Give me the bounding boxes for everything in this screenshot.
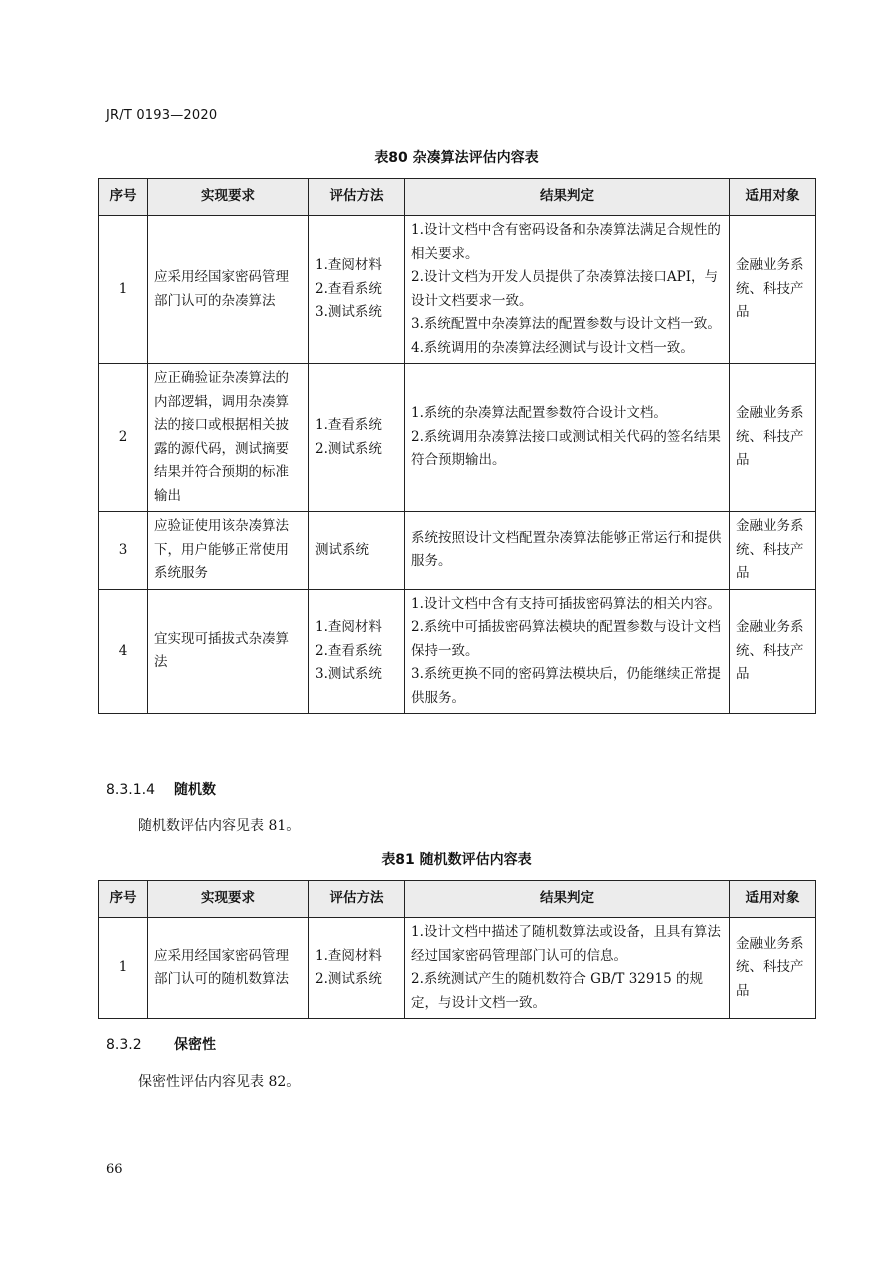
method-item: 2.查看系统: [315, 280, 382, 297]
section-title: 保密性: [174, 1037, 216, 1053]
method-item: 2.查看系统: [315, 642, 382, 659]
row-number: 2: [99, 364, 148, 512]
table-row: [99, 512, 816, 590]
row-requirement: 应验证使用该杂凑算法下，用户能够正常使用系统服务: [148, 512, 309, 590]
method-item: 1.查看系统: [315, 417, 382, 433]
hash-algorithm-assessment-table: [98, 178, 816, 714]
row-results: [405, 589, 730, 714]
col-header-result: 结果判定: [405, 179, 730, 216]
row-methods: [309, 216, 405, 364]
method-item: 1.查阅材料: [315, 947, 382, 964]
result-item: 3.系统配置中杂凑算法的配置参数与设计文档一致。: [411, 316, 721, 332]
result-item: 2.系统测试产生的随机数符合 GB/T 32915 的规定，与设计文档一致。: [411, 971, 703, 1011]
table-header-row: [99, 179, 816, 216]
row-number: 1: [99, 918, 148, 1019]
row-target: 金融业务系统、科技产品: [730, 216, 816, 364]
table-row: [99, 918, 816, 1019]
row-requirement: 应正确验证杂凑算法的内部逻辑，调用杂凑算法的接口或根据相关披露的源代码，测试摘要结果并符合预期的标准输出: [148, 364, 309, 512]
col-header-number: 序号: [99, 881, 148, 918]
table-row: [99, 589, 816, 714]
row-number: 3: [99, 512, 148, 590]
random-number-assessment-table: [98, 880, 816, 1019]
row-target: 金融业务系统、科技产品: [730, 512, 816, 590]
result-item: 2.系统中可插拔密码算法模块的配置参数与设计文档保持一致。: [411, 619, 721, 659]
row-target: 金融业务系统、科技产品: [730, 918, 816, 1019]
section-8-3-1-4-paragraph: 随机数评估内容见表 81。: [138, 818, 301, 834]
row-results: [405, 918, 730, 1019]
result-item: 1.设计文档中含有支持可插拔密码算法的相关内容。: [411, 595, 721, 612]
section-8-3-1-4-heading: [106, 779, 216, 799]
section-title: 随机数: [174, 782, 216, 798]
method-item: 1.查阅材料: [315, 619, 382, 635]
col-header-target: 适用对象: [730, 881, 816, 918]
row-methods: [309, 589, 405, 714]
table-81-caption: 表81 随机数评估内容表: [381, 852, 532, 868]
table-row: [99, 364, 816, 512]
method-item: 3.测试系统: [315, 666, 382, 682]
col-header-target: 适用对象: [730, 179, 816, 216]
row-requirement: 应采用经国家密码管理部门认可的随机数算法: [148, 918, 309, 1019]
result-item: 4.系统调用的杂凑算法经测试与设计文档一致。: [411, 339, 694, 356]
table-row: [99, 216, 816, 364]
row-target: 金融业务系统、科技产品: [730, 589, 816, 714]
row-methods: [309, 364, 405, 512]
table-80-caption: 表80 杂凑算法评估内容表: [374, 150, 539, 166]
result-item: 1.设计文档中描述了随机数算法或设备，且具有算法经过国家密码管理部门认可的信息。: [411, 924, 721, 964]
row-number: 4: [99, 589, 148, 714]
method-item: 2.测试系统: [315, 440, 382, 457]
row-requirement: 应采用经国家密码管理部门认可的杂凑算法: [148, 216, 309, 364]
table-header-row: [99, 881, 816, 918]
result-item: 系统按照设计文档配置杂凑算法能够正常运行和提供服务。: [411, 529, 722, 570]
col-header-requirement: 实现要求: [148, 881, 309, 918]
section-number: 8.3.1.4: [106, 782, 155, 798]
row-results: [405, 216, 730, 364]
result-item: 3.系统更换不同的密码算法模块后，仍能继续正常提供服务。: [411, 666, 721, 706]
row-results: [405, 512, 730, 590]
result-item: 2.系统调用杂凑算法接口或测试相关代码的签名结果符合预期输出。: [411, 428, 721, 469]
row-results: [405, 364, 730, 512]
section-8-3-2-paragraph: 保密性评估内容见表 82。: [138, 1074, 301, 1090]
result-item: 1.系统的杂凑算法配置参数符合设计文档。: [411, 405, 667, 422]
col-header-result: 结果判定: [405, 881, 730, 918]
col-header-method: 评估方法: [309, 881, 405, 918]
section-number: 8.3.2: [106, 1037, 142, 1053]
col-header-method: 评估方法: [309, 179, 405, 216]
method-item: 测试系统: [315, 541, 369, 558]
row-requirement: 宜实现可插拔式杂凑算法: [148, 589, 309, 714]
section-8-3-2-heading: [106, 1034, 216, 1054]
method-item: 3.测试系统: [315, 304, 382, 321]
row-methods: [309, 918, 405, 1019]
col-header-number: 序号: [99, 179, 148, 216]
row-number: 1: [99, 216, 148, 364]
result-item: 1.设计文档中含有密码设备和杂凑算法满足合规性的相关要求。: [411, 222, 721, 262]
page-number: 66: [106, 1162, 123, 1177]
document-id: JR/T 0193—2020: [106, 108, 218, 123]
method-item: 2.测试系统: [315, 971, 382, 987]
col-header-requirement: 实现要求: [148, 179, 309, 216]
row-methods: [309, 512, 405, 590]
method-item: 1.查阅材料: [315, 257, 382, 274]
result-item: 2.设计文档为开发人员提供了杂凑算法接口API，与设计文档要求一致。: [411, 269, 719, 309]
row-target: 金融业务系统、科技产品: [730, 364, 816, 512]
